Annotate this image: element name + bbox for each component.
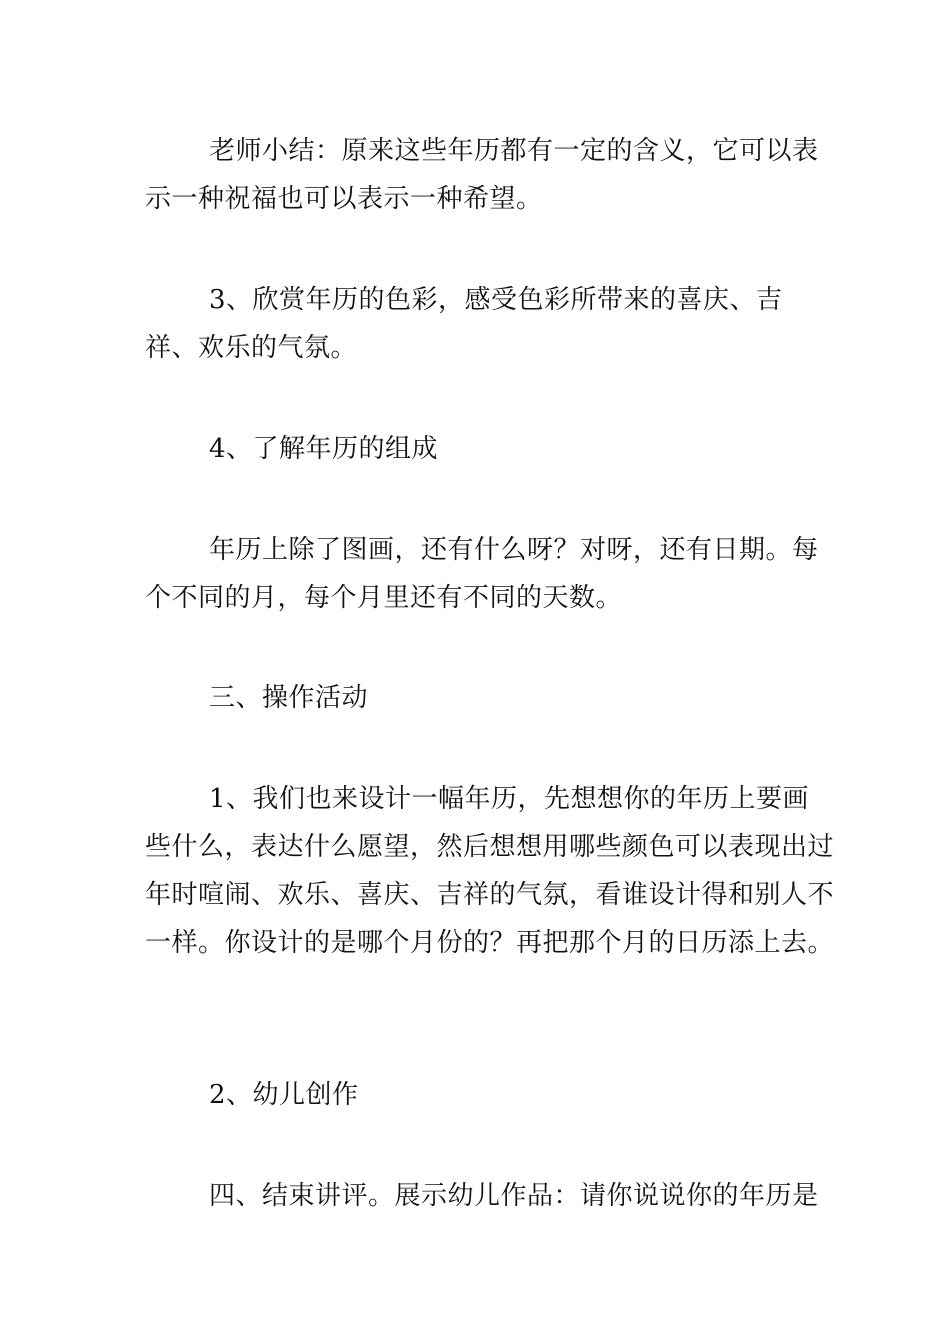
paragraph-teacher-summary: 老师小结：原来这些年历都有一定的含义，它可以表示一种祝福也可以表示一种希望。 [145,136,819,214]
paragraph-calendar-composition-heading: 4、了解年历的组成 [209,434,439,464]
section-heading-activity: 三、操作活动 [209,683,369,713]
section-heading-closing-review: 四、结束讲评。展示幼儿作品：请你说说你的年历是 [209,1181,819,1211]
paragraph-children-create: 2、幼儿创作 [209,1080,359,1110]
paragraph-design-calendar: 1、我们也来设计一幅年历，先想想你的年历上要画些什么，表达什么愿望，然后想想用哪些颜色可以表现出过年时喧闹、欢乐、喜庆、吉祥的气氛，看谁设计得和别人不一样。你设计的是哪个月份的？再把那个月的日历添上去。 [145,784,835,958]
paragraph-calendar-dates: 年历上除了图画，还有什么呀？对呀，还有日期。每个不同的月，每个月里还有不同的天数。 [145,535,819,613]
paragraph-appreciate-colors: 3、欣赏年历的色彩，感受色彩所带来的喜庆、吉祥、欢乐的气氛。 [145,285,783,363]
